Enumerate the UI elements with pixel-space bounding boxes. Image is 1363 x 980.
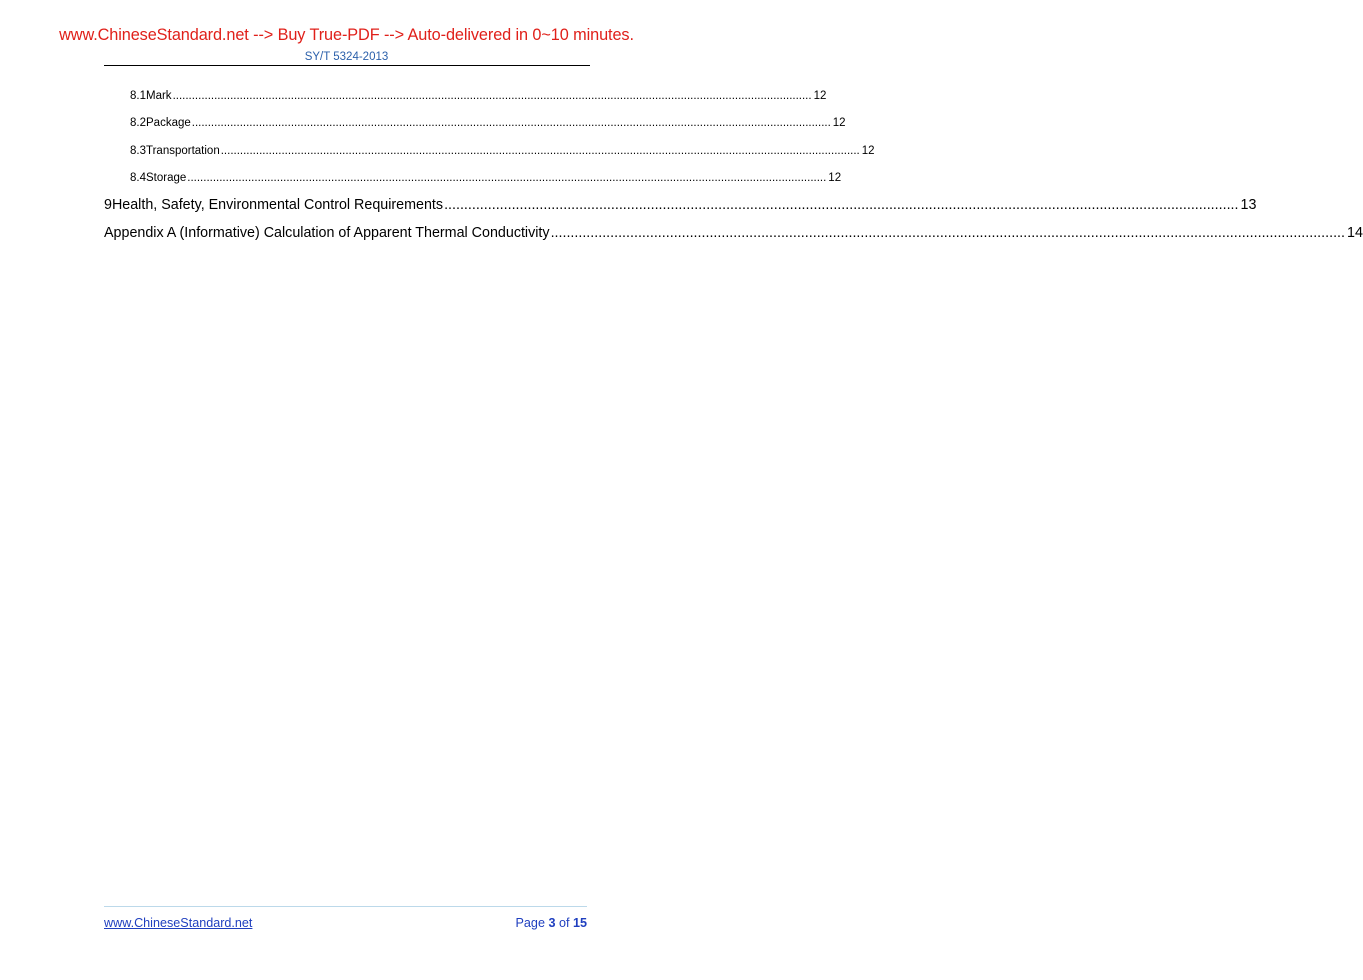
toc-entry-title: Appendix A (Informative) Calculation of Apparent Thermal Conductivity [104, 225, 550, 241]
toc-entry-appendix-a[interactable] [104, 225, 1363, 241]
toc-entry-page: 12 [832, 117, 846, 129]
toc-entry-number: 8.1 [130, 90, 146, 102]
toc-entry-title: Package [146, 117, 191, 129]
toc-entry-page: 12 [861, 145, 875, 157]
toc-leader-dots: ........................................................................................................................................................................................................ [444, 197, 1239, 213]
toc-entry-number: 8.2 [130, 117, 146, 129]
toc-entry-title: Storage [146, 172, 187, 184]
toc-entry-9[interactable] [104, 197, 1257, 213]
footer-page-of: of [558, 916, 570, 930]
standard-code: SY/T 5324-2013 [304, 51, 389, 63]
toc-entry-page: 12 [813, 90, 827, 102]
toc-entry-title: Mark [146, 90, 172, 102]
toc-entry-8-1[interactable] [130, 90, 827, 102]
toc-entry-page: 12 [828, 172, 842, 184]
toc-entry-8-2[interactable] [130, 117, 846, 129]
toc-entry-page: 13 [1240, 197, 1257, 213]
toc-entry-number: 8.3 [130, 145, 146, 157]
toc-leader-dots: ........................................................................................................................................................................................................ [220, 145, 860, 157]
toc-leader-dots: ........................................................................................................................................................................................................ [187, 172, 827, 184]
toc-entry-number: 9 [104, 197, 112, 213]
footer-page-total: 15 [572, 916, 587, 930]
footer-page-current: 3 [548, 916, 556, 930]
toc-entry-page: 14 [1347, 225, 1363, 241]
footer-page-number [516, 916, 587, 930]
toc-leader-dots: ........................................................................................................................................................................................................ [191, 117, 831, 129]
toc-leader-dots: ........................................................................................................................................................................................................ [550, 225, 1345, 241]
footer-page-word: Page [515, 916, 545, 930]
toc-entry-number: 8.4 [130, 172, 146, 184]
toc-leader-dots: ........................................................................................................................................................................................................ [172, 90, 812, 102]
table-of-contents [0, 0, 1363, 260]
header-banner: www.ChineseStandard.net --> Buy True-PDF --> Auto-delivered in 0~10 minutes. [59, 26, 634, 44]
toc-entry-title: Transportation [146, 145, 220, 157]
toc-entry-8-4[interactable] [130, 172, 842, 184]
footer-divider [104, 906, 587, 907]
toc-entry-8-3[interactable] [130, 145, 875, 157]
toc-entry-title: Health, Safety, Environmental Control Requirements [111, 197, 444, 213]
footer-website-link[interactable]: www.ChineseStandard.net [104, 916, 253, 930]
